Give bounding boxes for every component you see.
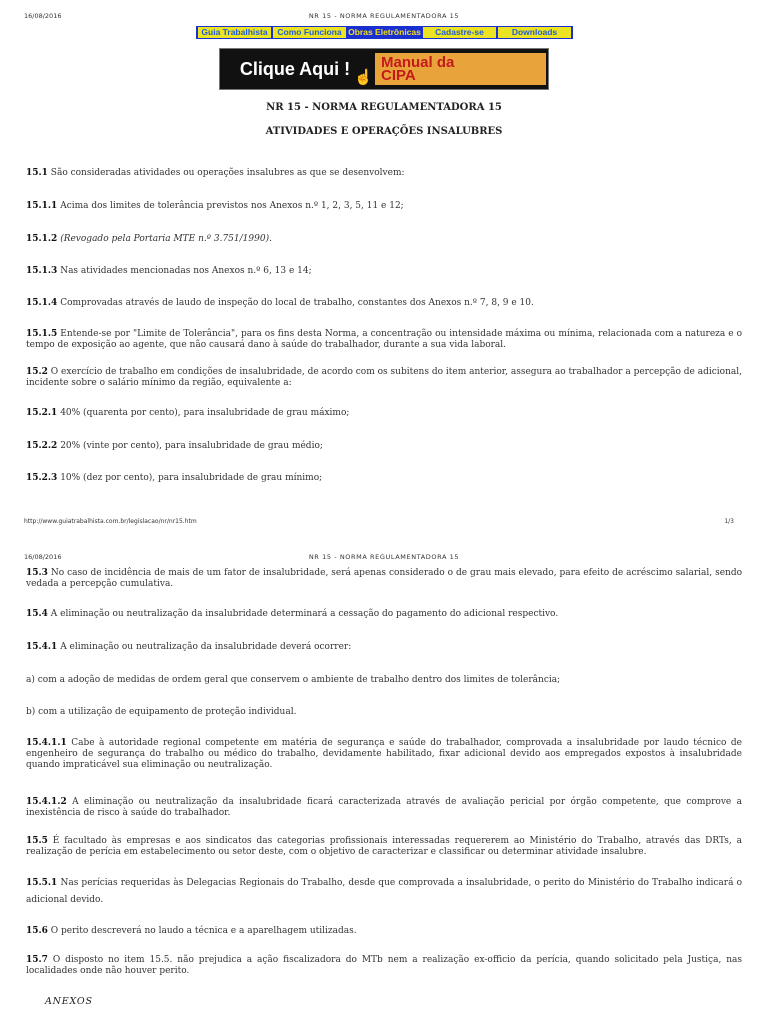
item-text: Comprovadas através de laudo de inspeção do local de trabalho, constantes dos Anexos n.º 7, 8, 9 e 10. (57, 298, 534, 308)
paragraph-15-5-1 (26, 875, 742, 909)
paragraph-15-3 (26, 568, 742, 590)
item-text: a) com a adoção de medidas de ordem geral que conservem o ambiente de trabalho dentro dos limites de tolerância; (26, 675, 561, 685)
item-number: 15.4.1.1 (26, 738, 67, 748)
item-number: 15.2.1 (26, 408, 58, 418)
item-number: 15.5.1 (26, 878, 58, 888)
print-date: 16/08/2016 (24, 553, 62, 561)
page-url: http://www.guiatrabalhista.com.br/legislacao/nr/nr15.htm (24, 518, 197, 525)
paragraph-15-1-1 (26, 201, 742, 212)
nav-obras-eletronicas[interactable]: Obras Eletrônicas (348, 27, 421, 37)
item-text: É facultado às empresas e aos sindicatos das categorias profissionais interessadas requererem ao Ministério do Trabalho, através das DRTs, a realização de perícia em estabelecimento ou setor deste, com o objetivo de caracterizar e classificar ou determinar atividade insalubre. (26, 836, 742, 857)
paragraph-item-a (26, 675, 742, 686)
item-text: No caso de incidência de mais de um fator de insalubridade, será apenas considerado o de grau mais elevado, para efeito de acréscimo salarial, sendo vedada a percepção cumulativa. (26, 568, 742, 589)
item-text: O perito descreverá no laudo a técnica e a aparelhagem utilizadas. (47, 926, 357, 936)
item-number: 15.1.2 (26, 234, 58, 244)
paragraph-15-1-2 (26, 234, 742, 245)
item-text: Acima dos limites de tolerância previstos nos Anexos n.º 1, 2, 3, 5, 11 e 12; (57, 201, 404, 211)
banner-cta: Clique Aqui ! (239, 58, 351, 79)
paragraph-15-6 (26, 926, 742, 937)
paragraph-15-1-5 (26, 329, 742, 351)
item-number: 15.3 (26, 568, 48, 578)
paragraph-15-1 (26, 168, 742, 179)
manual-cipa-banner[interactable] (219, 48, 549, 90)
print-title: NR 15 - NORMA REGULAMENTADORA 15 (308, 12, 460, 20)
banner-product-line1: Manual da (381, 54, 455, 71)
banner-product (375, 53, 546, 85)
item-text: Cabe à autoridade regional competente em matéria de segurança e saúde do trabalhador, comprovada a insalubridade por laudo técnico de engenheiro de segurança do trabalho ou médico do trabalho, devidamente habilitado, fixar adicional devido aos empregados expostos à insalubridade quando impraticável sua eliminação ou neutralização. (26, 738, 742, 770)
paragraph-15-2-2 (26, 441, 742, 452)
paragraph-15-4-1 (26, 642, 742, 653)
item-text: 10% (dez por cento), para insalubridade de grau mínimo; (57, 473, 323, 483)
item-text: Entende-se por "Limite de Tolerância", para os fins desta Norma, a concentração ou intensidade máxima ou mínima, relacionada com a natureza e o tempo de exposição ao agente, que não causará dano à saúde do trabalhador, durante a sua vida laboral. (26, 329, 742, 350)
page-number: 1/3 (724, 518, 734, 525)
paragraph-15-5 (26, 836, 742, 858)
paragraph-15-7 (26, 955, 742, 977)
nav-como-funciona[interactable]: Como Funciona (273, 27, 346, 38)
document-title: NR 15 - NORMA REGULAMENTADORA 15 (266, 102, 502, 113)
print-date: 16/08/2016 (24, 12, 62, 20)
paragraph-15-2-1 (26, 408, 742, 419)
paragraph-15-2 (26, 367, 742, 389)
anexos-heading: ANEXOS (45, 996, 93, 1007)
banner-product-line2: CIPA (381, 67, 416, 84)
paragraph-15-4-1-2 (26, 797, 742, 819)
item-text: A eliminação ou neutralização da insalubridade ficará caracterizada através de avaliação pericial por órgão competente, que comprove a inexistência de risco à saúde do trabalhador. (26, 797, 742, 818)
item-number: 15.1.5 (26, 329, 58, 339)
item-text: São consideradas atividades ou operações insalubres as que se desenvolvem: (47, 168, 405, 178)
item-text: O exercício de trabalho em condições de insalubridade, de acordo com os subitens do item anterior, assegura ao trabalhador a percepção de adicional, incidente sobre o salário mínimo da região, equivalente a: (26, 367, 742, 388)
item-number: 15.4 (26, 609, 48, 619)
item-text: A eliminação ou neutralização da insalubridade determinará a cessação do pagamento do adicional respectivo. (47, 609, 559, 619)
paragraph-15-2-3 (26, 473, 742, 484)
item-text: A eliminação ou neutralização da insalubridade deverá ocorrer: (57, 642, 352, 652)
item-number: 15.1.1 (26, 201, 58, 211)
paragraph-15-4 (26, 609, 742, 620)
item-text: (Revogado pela Portaria MTE n.º 3.751/1990). (57, 234, 272, 244)
top-nav (196, 26, 573, 39)
paragraph-15-4-1-1 (26, 738, 742, 771)
item-number: 15.4.1.2 (26, 797, 67, 807)
item-number: 15.6 (26, 926, 48, 936)
item-number: 15.1.3 (26, 266, 58, 276)
item-number: 15.1.4 (26, 298, 58, 308)
item-text: Nas perícias requeridas às Delegacias Regionais do Trabalho, desde que comprovada a insalubridade, o perito do Ministério do Trabalho indicará o adicional devido. (26, 878, 742, 905)
item-number: 15.1 (26, 168, 48, 178)
item-text: 20% (vinte por cento), para insalubridade de grau médio; (57, 441, 323, 451)
item-number: 15.7 (26, 955, 48, 965)
item-text: b) com a utilização de equipamento de proteção individual. (26, 707, 297, 717)
item-number: 15.2.3 (26, 473, 58, 483)
paragraph-15-1-4 (26, 298, 742, 309)
nav-guia-trabalhista[interactable]: Guia Trabalhista (198, 27, 271, 38)
nav-cadastre-se[interactable]: Cadastre-se (423, 27, 496, 38)
item-number: 15.2 (26, 367, 48, 377)
document-subtitle: ATIVIDADES E OPERAÇÕES INSALUBRES (265, 126, 503, 137)
paragraph-15-1-3 (26, 266, 742, 277)
hand-pointer-icon: ☝ (354, 68, 373, 86)
item-text: Nas atividades mencionadas nos Anexos n.º 6, 13 e 14; (57, 266, 312, 276)
item-number: 15.4.1 (26, 642, 58, 652)
item-number: 15.5 (26, 836, 48, 846)
item-text: O disposto no item 15.5. não prejudica a ação fiscalizadora do MTb nem a realização ex-officio da perícia, quando solicitado pela Justiça, nas localidades onde não houver perito. (26, 955, 742, 976)
print-title: NR 15 - NORMA REGULAMENTADORA 15 (308, 553, 460, 561)
item-text: 40% (quarenta por cento), para insalubridade de grau máximo; (57, 408, 350, 418)
item-number: 15.2.2 (26, 441, 58, 451)
paragraph-item-b (26, 707, 742, 718)
nav-downloads[interactable]: Downloads (498, 27, 571, 38)
